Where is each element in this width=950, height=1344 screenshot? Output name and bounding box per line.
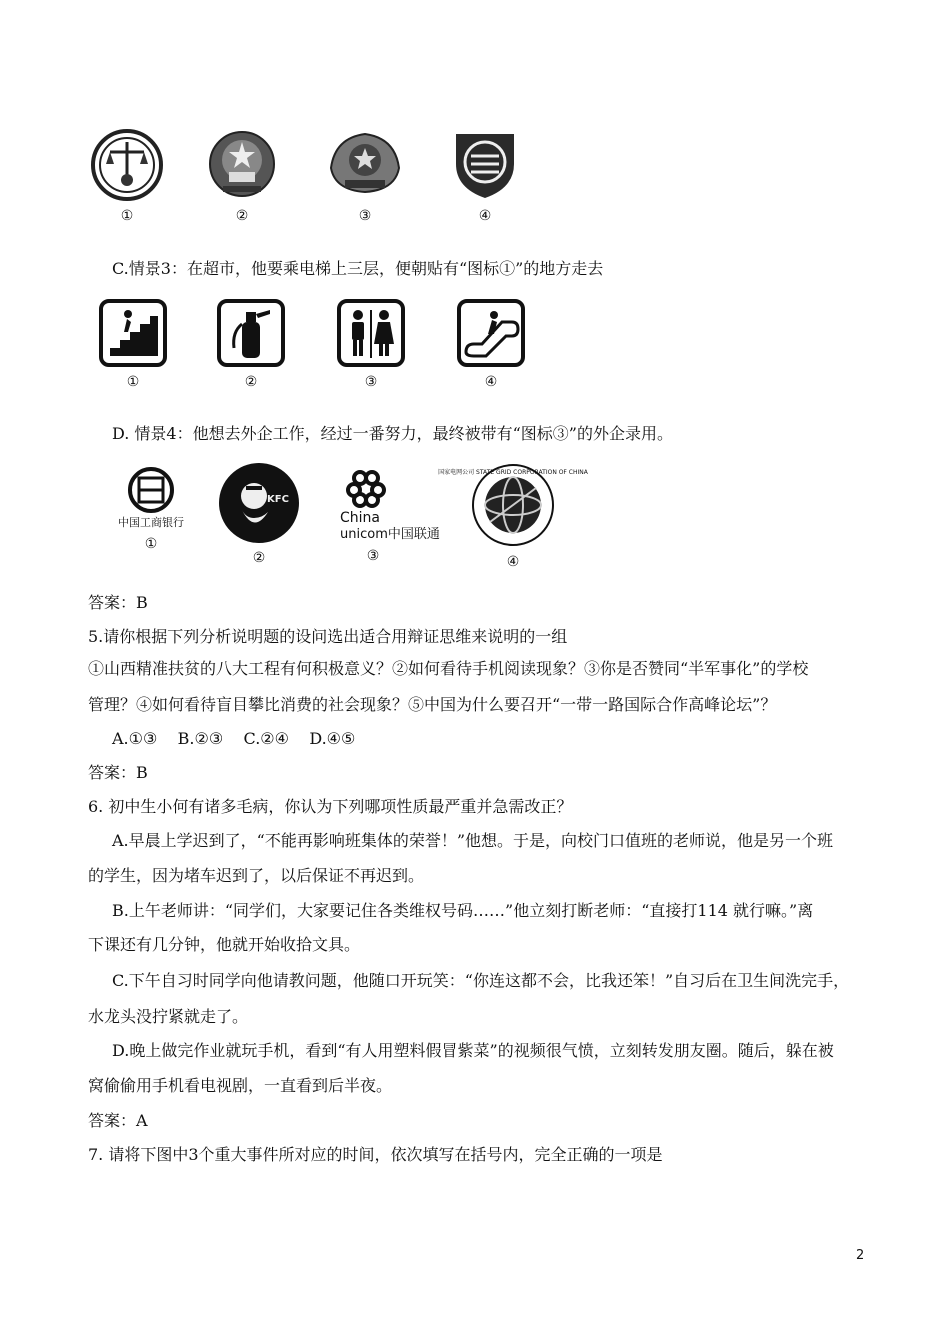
icbc-logo <box>112 466 190 552</box>
icbc-logo-text: 中国工商银行 <box>118 516 184 529</box>
restroom-icon <box>336 298 406 368</box>
option-c-text: C.情景3：在超市，他要乘电梯上三层，便朝贴有“图标①”的地方走去 <box>112 259 604 278</box>
label-number: ③ <box>364 374 378 390</box>
option-d-text: D. 情景4：他想去外企工作，经过一番努力，最终被带有“图标③”的外企录用。 <box>112 424 673 443</box>
police-emblem <box>325 128 405 224</box>
label-number: ② <box>235 208 249 224</box>
label-number: ① <box>144 536 158 552</box>
q6-option-a-line1: A.早晨上学迟到了，“不能再影响班集体的荣誉！”他想。于是，向校门口值班的老师说，他是另一个班 <box>112 831 834 850</box>
label-number: ① <box>126 374 140 390</box>
kfc-logo-icon <box>218 462 300 544</box>
unicom-knot-icon <box>338 466 448 542</box>
escalator-sign <box>456 298 526 390</box>
q5-answer: 答案：B <box>88 763 148 782</box>
q5-line1: ①山西精准扶贫的八大工程有何积极意义？②如何看待手机阅读现象？③你是否赞同“半军事化”的学校 <box>88 659 809 678</box>
shield-icon <box>448 128 522 202</box>
label-number: ③ <box>366 548 380 564</box>
label-number: ④ <box>478 208 492 224</box>
procuratorate-emblem <box>448 128 522 224</box>
unicom-logo <box>338 466 448 564</box>
kfc-logo <box>218 462 300 566</box>
escalator-icon <box>456 298 526 368</box>
q6-answer: 答案：A <box>88 1111 148 1130</box>
q6-option-b-line2: 下课还有几分钟，他就开始收拾文具。 <box>88 935 361 954</box>
fire-extinguisher-icon <box>216 298 286 368</box>
q5-options: A.①③ B.②③ C.②④ D.④⑤ <box>112 729 356 748</box>
q7-stem: 7. 请将下图中3个重大事件所对应的时间，依次填写在括号内，完全正确的一项是 <box>88 1145 663 1164</box>
answer-4: 答案：B <box>88 593 148 612</box>
q6-option-b-line1: B.上午老师讲：“同学们，大家要记住各类维权号码……”他立刻打断老师：“直接打114 就行嘛。”离 <box>112 901 814 920</box>
globe-icon <box>438 462 588 548</box>
restroom-sign <box>336 298 406 390</box>
state-grid-logo <box>438 462 588 570</box>
court-emblem <box>90 128 164 224</box>
national-emblem <box>205 128 279 224</box>
label-number: ② <box>244 374 258 390</box>
q5-stem: 5.请你根据下列分析说明题的设问选出适合用辩证思维来说明的一组 <box>88 627 568 646</box>
q6-option-c-line1: C.下午自习时同学向他请教问题，他随口开玩笑：“你连这都不会，比我还笨！”自习后在卫生间洗完手， <box>112 971 850 990</box>
q6-stem: 6. 初中生小何有诸多毛病，你认为下列哪项性质最严重并急需改正？ <box>88 797 573 816</box>
stairs-icon <box>98 298 168 368</box>
icbc-logo-icon <box>112 466 190 530</box>
page-number: 2 <box>856 1248 865 1263</box>
label-number: ③ <box>358 208 372 224</box>
label-number: ② <box>252 550 266 566</box>
label-number: ④ <box>484 374 498 390</box>
state-grid-text: 国家电网公司 STATE GRID CORPORATION OF CHINA <box>438 469 588 476</box>
unicom-text-cn: unicom中国联通 <box>340 527 440 542</box>
q6-option-c-line2: 水龙头没拧紧就走了。 <box>88 1007 249 1026</box>
label-number: ① <box>120 208 134 224</box>
q5-line2: 管理？④如何看待盲目攀比消费的社会现象？⑤中国为什么要召开“一带一路国际合作高峰论坛”？ <box>88 695 777 714</box>
q6-option-d-line1: D.晚上做完作业就玩手机，看到“有人用塑料假冒紫菜”的视频很气愤，立刻转发朋友圈。随后，躲在被 <box>112 1041 834 1060</box>
fire-extinguisher-sign <box>216 298 286 390</box>
stairs-sign <box>98 298 168 390</box>
national-emblem-icon <box>205 128 279 202</box>
kfc-logo-text: KFC <box>267 494 289 505</box>
unicom-text-en: China <box>340 510 380 526</box>
label-number: ④ <box>506 554 520 570</box>
q6-option-d-line2: 窝偷偷用手机看电视剧，一直看到后半夜。 <box>88 1076 393 1095</box>
police-emblem-icon <box>325 128 405 202</box>
q6-option-a-line2: 的学生，因为堵车迟到了，以后保证不再迟到。 <box>88 866 425 885</box>
court-emblem-icon <box>90 128 164 202</box>
